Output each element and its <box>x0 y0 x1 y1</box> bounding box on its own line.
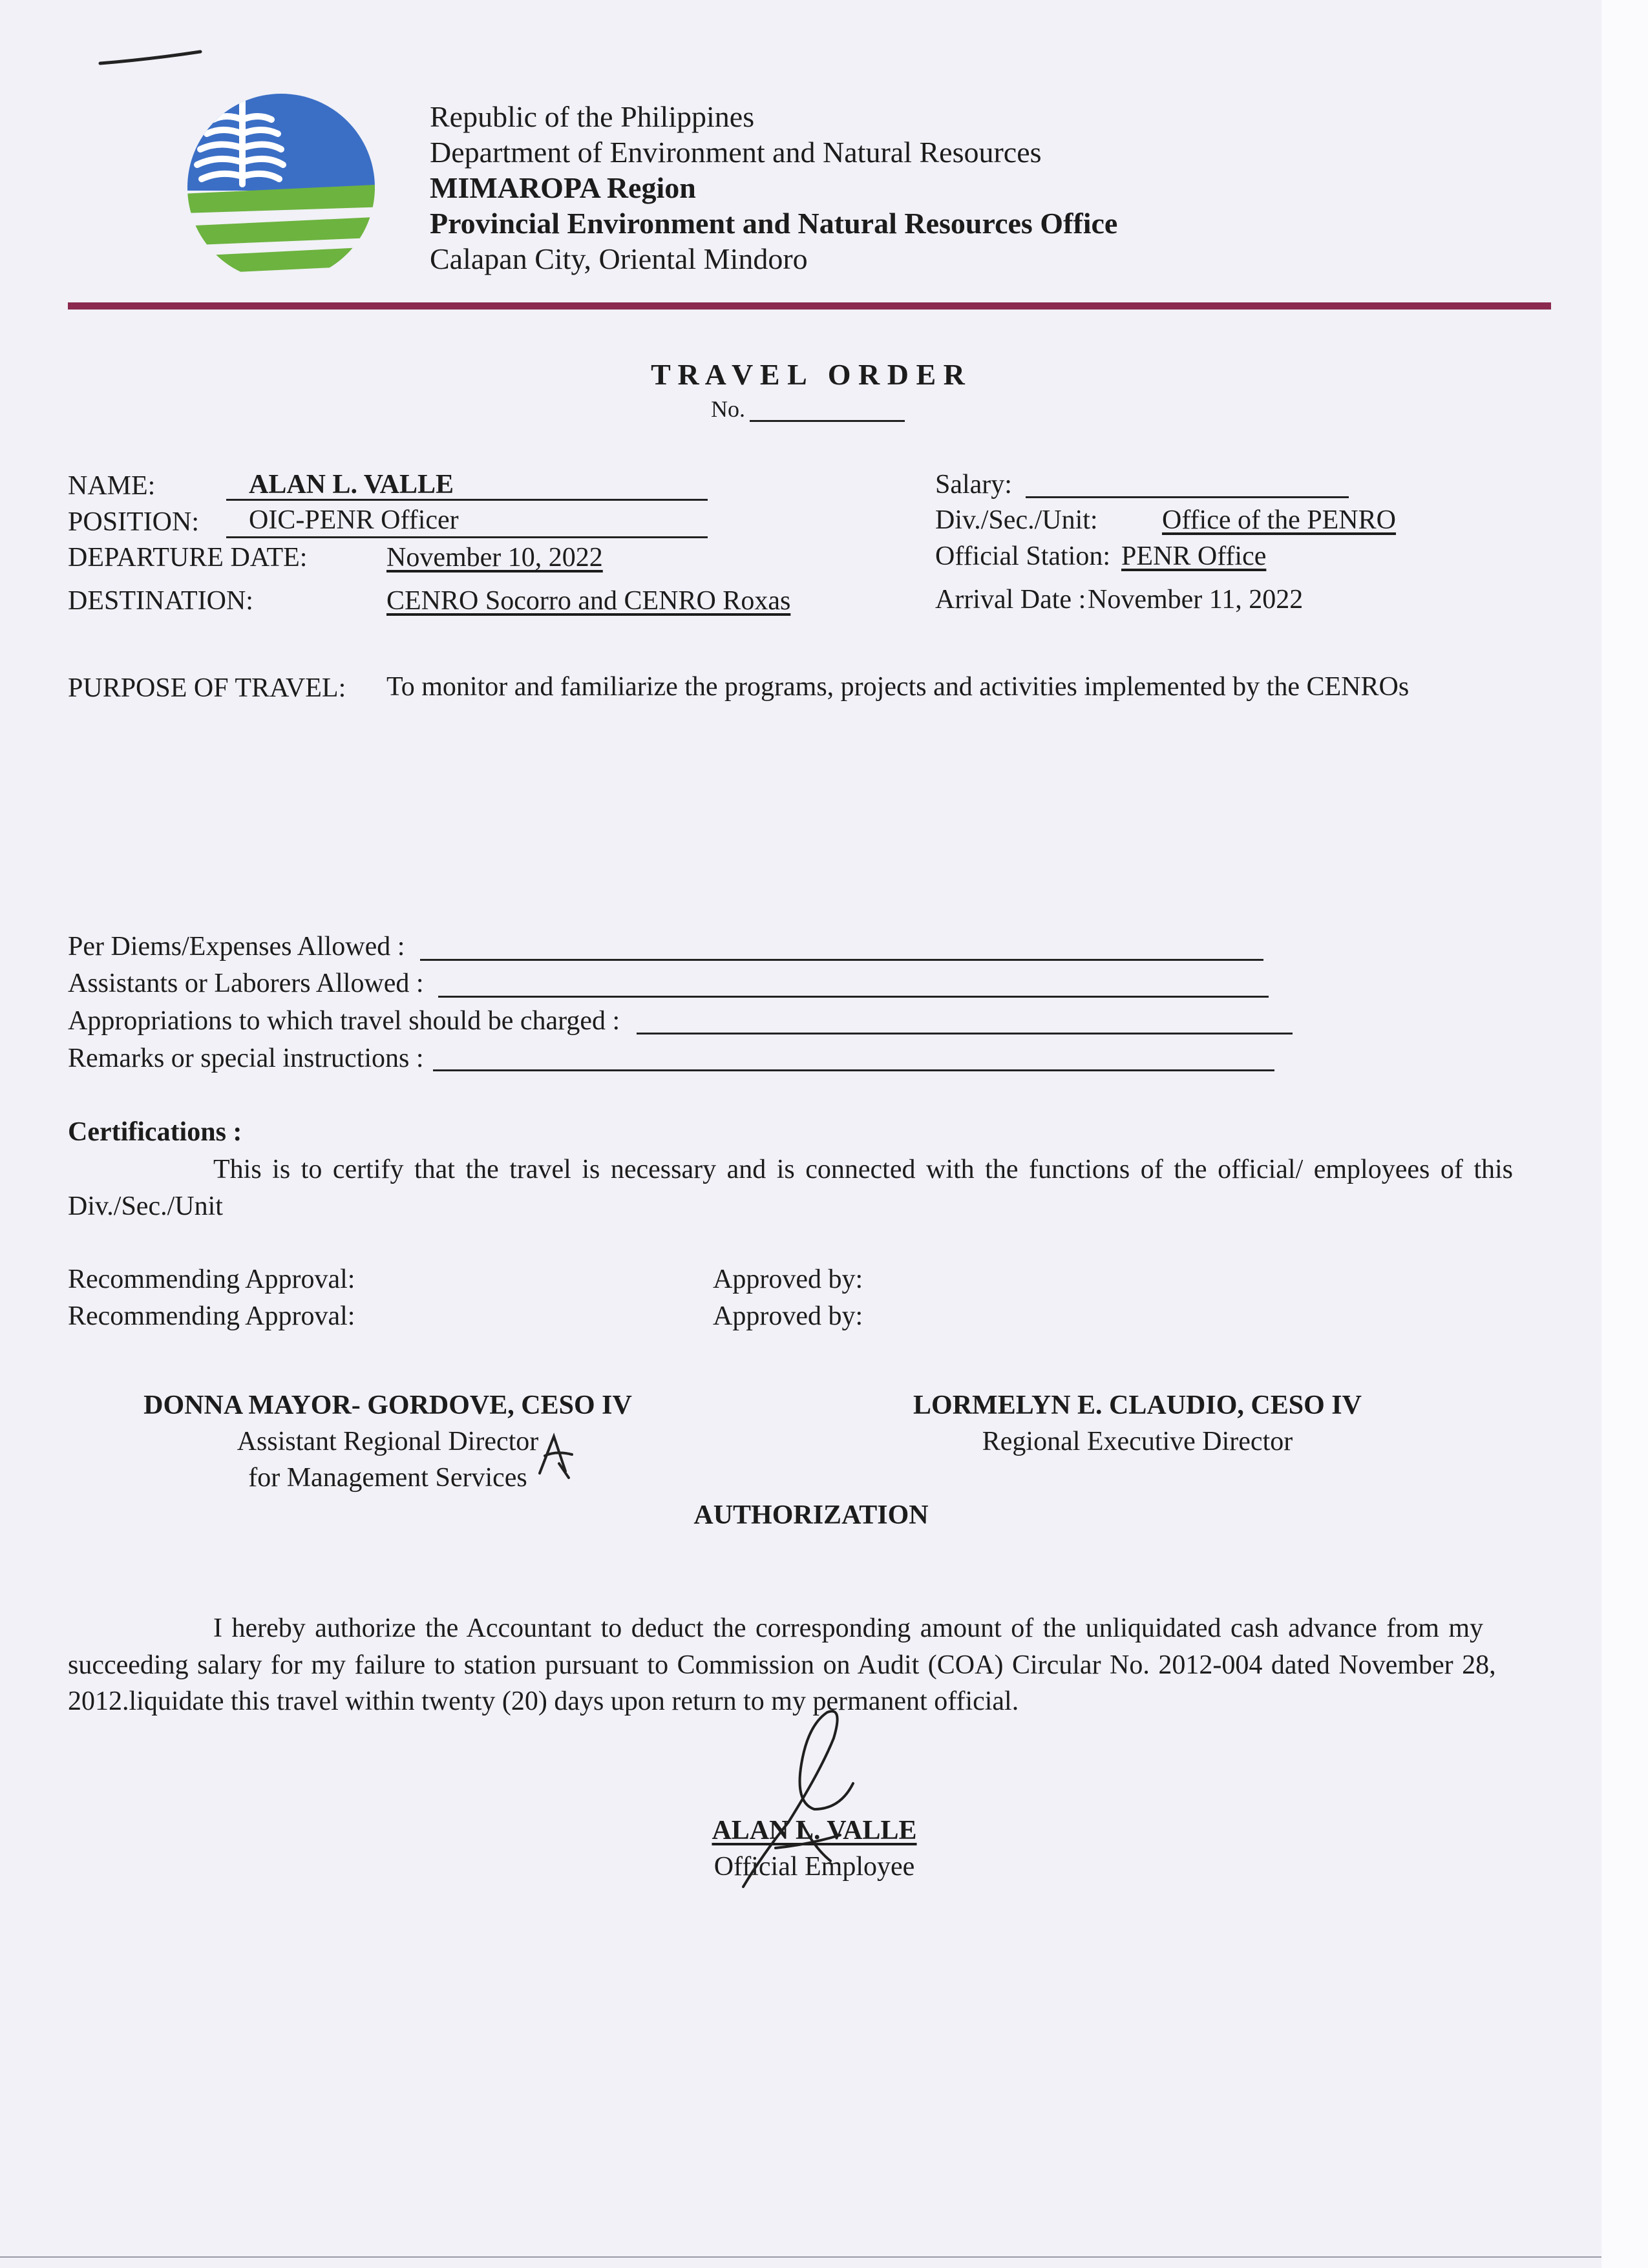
left-signatory-name: DONNA MAYOR- GORDOVE, CESO IV <box>143 1391 632 1420</box>
signature <box>717 1693 911 1900</box>
right-signatory-title: Regional Executive Director <box>982 1427 1293 1456</box>
pen-mark <box>97 45 207 71</box>
certifications-line1: This is to certify that the travel is necessary and is connected with the functions of the official/ employees of this <box>213 1155 1514 1184</box>
header-line-office: Provincial Environment and Natural Resources Office <box>430 207 1118 240</box>
division-value: Office of the PENRO <box>1162 505 1396 535</box>
remarks-label: Remarks or special instructions : <box>68 1044 424 1073</box>
employee-title: Official Employee <box>713 1852 915 1882</box>
left-signatory-title2: for Management Services <box>248 1463 527 1493</box>
appropriations-line <box>637 1033 1293 1034</box>
assistants-line <box>438 996 1269 998</box>
authorization-line1: I hereby authorize the Accountant to deduct the corresponding amount of the unliquidated cash advance from my <box>213 1613 1484 1643</box>
salary-line <box>1026 496 1349 498</box>
authorization-heading: AUTHORIZATION <box>693 1500 929 1530</box>
approved-by-label: Approved by: <box>713 1301 863 1331</box>
position-value: OIC-PENR Officer <box>249 505 459 535</box>
recommending-approval-label: Recommending Approval: <box>68 1265 355 1294</box>
certifications-line2: Div./Sec./Unit <box>68 1192 223 1221</box>
destination-value: CENRO Socorro and CENRO Roxas <box>386 586 791 616</box>
name-line <box>226 499 708 501</box>
page-edge-strip <box>1601 0 1648 2268</box>
destination-label: DESTINATION: <box>68 586 253 616</box>
arrival-label: Arrival Date : <box>935 585 1086 614</box>
initial-mark <box>533 1431 578 1480</box>
denr-logo <box>181 94 388 281</box>
certifications-heading: Certifications : <box>68 1117 242 1147</box>
employee-name: ALAN L. VALLE <box>712 1816 917 1845</box>
assistants-label: Assistants or Laborers Allowed : <box>68 969 424 998</box>
division-label: Div./Sec./Unit: <box>935 505 1098 535</box>
departure-label: DEPARTURE DATE: <box>68 543 308 572</box>
number-blank <box>750 420 905 422</box>
station-label: Official Station: <box>935 541 1111 571</box>
appropriations-label: Appropriations to which travel should be charged : <box>68 1006 620 1036</box>
position-label: POSITION: <box>68 507 200 537</box>
per-diems-label: Per Diems/Expenses Allowed : <box>68 932 405 961</box>
approved-by-label: Approved by: <box>713 1265 863 1294</box>
station-value: PENR Office <box>1121 541 1267 571</box>
page-bottom-edge <box>0 2256 1601 2258</box>
authorization-line3: 2012.liquidate this travel within twenty (20) days upon return to my permanent official. <box>68 1686 1019 1716</box>
document-title: T R A V E L O R D E R <box>651 358 965 391</box>
purpose-value: To monitor and familiarize the programs, projects and activities implemented by the CENROs <box>386 672 1410 702</box>
salary-label: Salary: <box>935 470 1012 499</box>
left-signatory-title1: Assistant Regional Director <box>237 1427 539 1456</box>
departure-value: November 10, 2022 <box>386 543 603 572</box>
purpose-label: PURPOSE OF TRAVEL: <box>68 673 346 703</box>
recommending-approval-label: Recommending Approval: <box>68 1301 355 1331</box>
per-diems-line <box>420 959 1263 961</box>
name-label: NAME: <box>68 471 156 501</box>
authorization-line2: succeeding salary for my failure to station pursuant to Commission on Audit (COA) Circular No. 2012-004 dated November 28, <box>68 1650 1496 1680</box>
header-line-city: Calapan City, Oriental Mindoro <box>430 242 808 275</box>
header-rule <box>68 302 1551 310</box>
number-label: No. <box>711 396 745 422</box>
position-line <box>226 536 708 538</box>
header-line-republic: Republic of the Philippines <box>430 100 755 133</box>
remarks-line <box>433 1069 1274 1071</box>
header-line-department: Department of Environment and Natural Resources <box>430 136 1042 169</box>
arrival-value: November 11, 2022 <box>1088 585 1304 614</box>
header-line-region: MIMAROPA Region <box>430 171 696 204</box>
right-signatory-name: LORMELYN E. CLAUDIO, CESO IV <box>913 1391 1362 1420</box>
name-value: ALAN L. VALLE <box>249 470 454 499</box>
